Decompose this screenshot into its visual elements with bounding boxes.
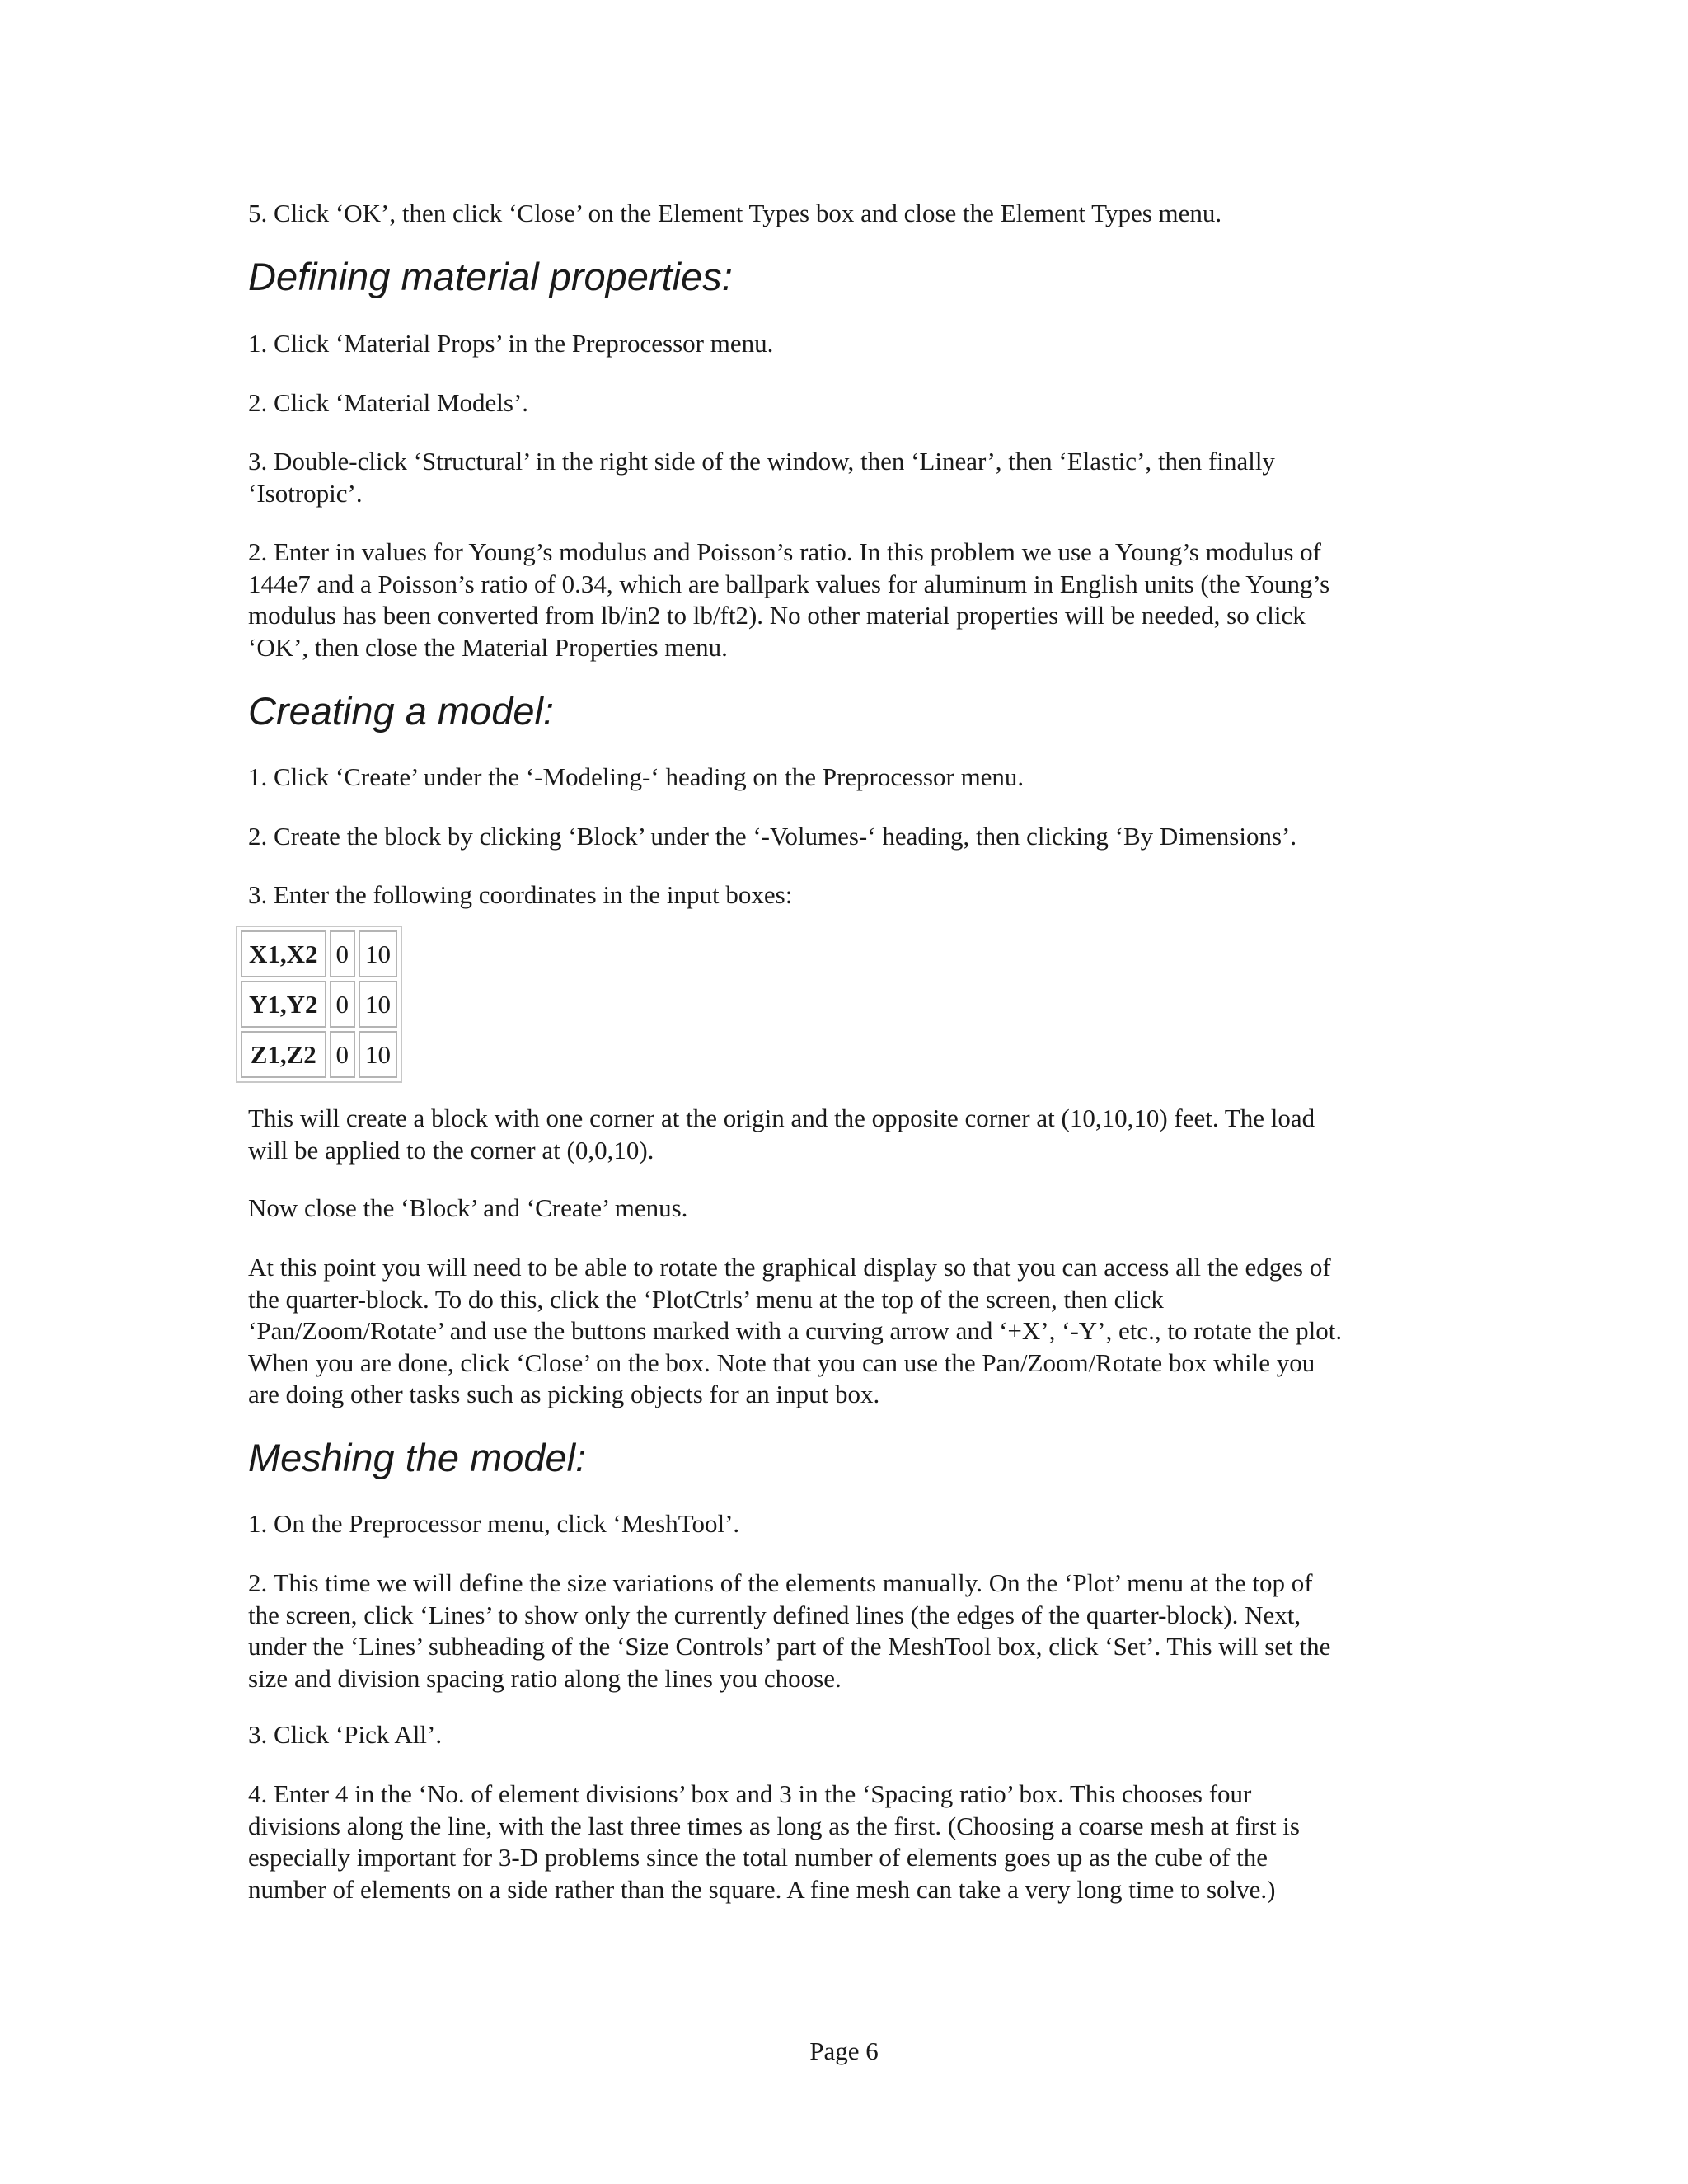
heading-creating-a-model: Creating a model: — [248, 689, 554, 733]
model-rotate-note: At this point you will need to be able to rotate the graphical display so that you can access all the edges of the quarter-block. To do this, click the ‘PlotCtrls’ menu at the top of the screen, then click ‘Pan/Zoom/Rotate’ and use the buttons marked with a curving arrow and ‘+X’, ‘-Y’, etc., to rotate the plot. When you are done, click ‘Close’ on the box. Note that you can use the Pan/Zoom/Rotate box while you are doing other tasks such as picking objects for an input box. — [248, 1253, 1343, 1408]
page-number: Page 6 — [809, 2036, 879, 2065]
table-row — [241, 930, 397, 977]
coord-value-cell: 10 — [359, 981, 397, 1028]
model-step-3: 3. Enter the following coordinates in the input boxes: — [248, 880, 793, 909]
heading-meshing-the-model: Meshing the model: — [248, 1436, 587, 1479]
model-after-table: This will create a block with one corner at the origin and the opposite corner at (10,10,10) feet. The load will be applied to the corner at (0,0,10). — [248, 1104, 1315, 1165]
material-step-4: 2. Enter in values for Young’s modulus and Poisson’s ratio. In this problem we use a Young’s modulus of 144e7 and a Poisson’s ratio of 0.34, which are ballpark values for aluminum in English units (the Young’s modulus has been converted from lb/in2 to lb/ft2). No other material properties will be needed, so click ‘OK’, then close the Material Properties menu. — [248, 537, 1330, 662]
material-step-2: 2. Click ‘Material Models’. — [248, 388, 529, 417]
material-step-1: 1. Click ‘Material Props’ in the Preprocessor menu. — [248, 329, 774, 358]
coord-label-cell: Y1,Y2 — [241, 981, 326, 1028]
model-close-menus: Now close the ‘Block’ and ‘Create’ menus. — [248, 1193, 688, 1222]
step-close-element-types: 5. Click ‘OK’, then click ‘Close’ on the Element Types box and close the Element Types menu. — [248, 199, 1222, 227]
model-step-2: 2. Create the block by clicking ‘Block’ under the ‘-Volumes-‘ heading, then clicking ‘By Dimensions’. — [248, 822, 1297, 851]
heading-defining-material-properties: Defining material properties: — [248, 255, 733, 298]
mesh-step-1: 1. On the Preprocessor menu, click ‘MeshTool’. — [248, 1509, 740, 1538]
material-step-3: 3. Double-click ‘Structural’ in the right side of the window, then ‘Linear’, then ‘Elastic’, then finally ‘Isotropic’. — [248, 447, 1275, 508]
coord-label-cell: X1,X2 — [241, 930, 326, 977]
model-step-1: 1. Click ‘Create’ under the ‘-Modeling-‘ heading on the Preprocessor menu. — [248, 762, 1025, 791]
coord-value-cell: 10 — [359, 1031, 397, 1078]
coordinates-table — [236, 926, 402, 1083]
mesh-step-4: 4. Enter 4 in the ‘No. of element divisions’ box and 3 in the ‘Spacing ratio’ box. This chooses four divisions along the line, with the last three times as long as the first. (Choosing a coarse mesh at first is especially important for 3-D problems since the total number of elements goes up as the cube of the number of elements on a side rather than the square. A fine mesh can take a very long time to solve.) — [248, 1779, 1300, 1904]
coord-value-cell: 0 — [330, 1031, 356, 1078]
coord-value-cell: 0 — [330, 930, 356, 977]
coord-label-cell: Z1,Z2 — [241, 1031, 326, 1078]
table-row — [241, 1031, 397, 1078]
mesh-step-3: 3. Click ‘Pick All’. — [248, 1720, 443, 1749]
table-row — [241, 981, 397, 1028]
mesh-step-2: 2. This time we will define the size variations of the elements manually. On the ‘Plot’ menu at the top of the screen, click ‘Lines’ to show only the currently defined lines (the edges of the quarter-block). Next, under the ‘Lines’ subheading of the ‘Size Controls’ part of the MeshTool box, click ‘Set’. This will set the size and division spacing ratio along the lines you choose. — [248, 1568, 1331, 1693]
coord-value-cell: 10 — [359, 930, 397, 977]
coord-value-cell: 0 — [330, 981, 356, 1028]
